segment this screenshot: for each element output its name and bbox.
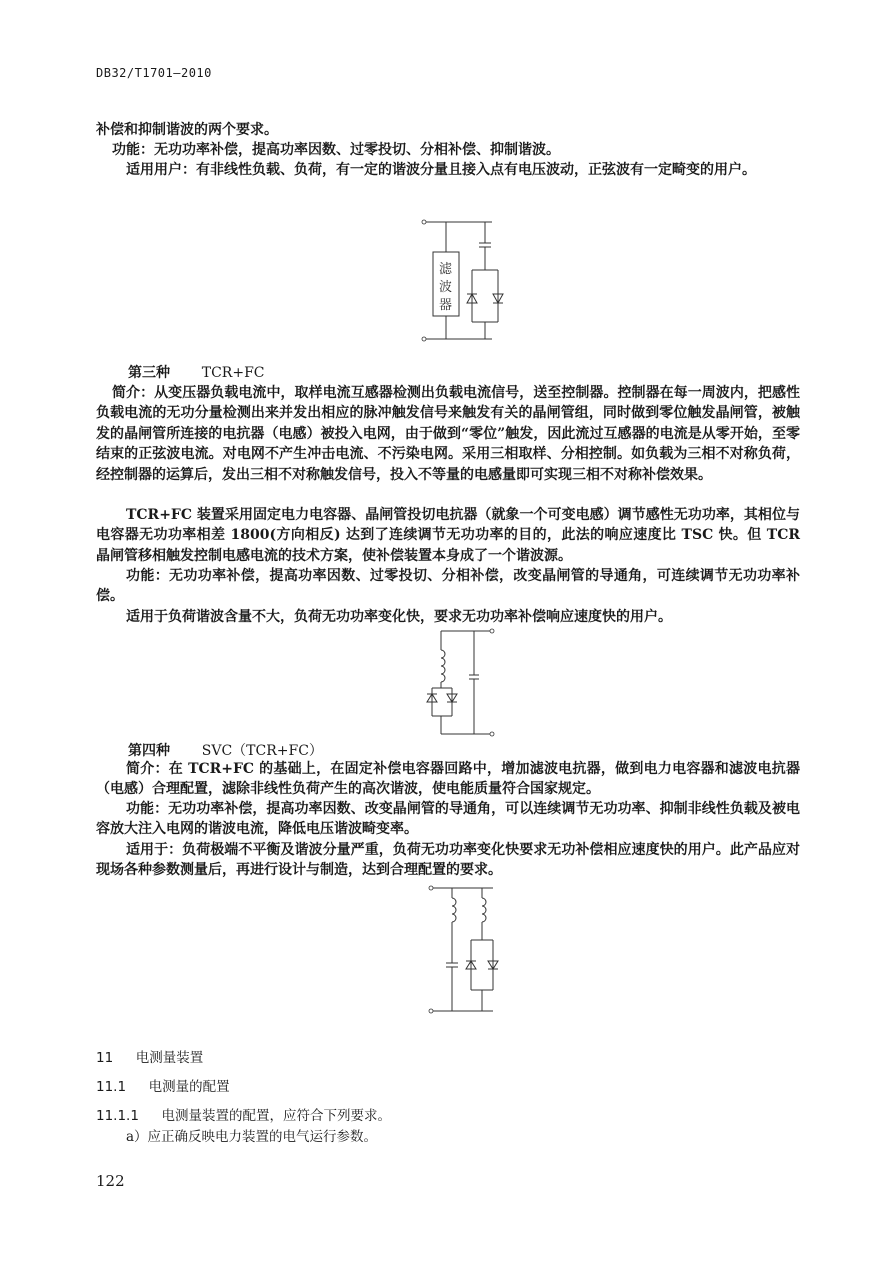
clause-11-1-heading [96,1075,230,1095]
section-3-number: 第三种 [128,365,170,381]
paragraph-continuation: 补偿和抑制谐波的两个要求。 [96,122,278,138]
section-3-users: 适用于负荷谐波含量不大，负荷无功功率变化快，要求无功功率补偿响应速度快的用户。 [126,609,672,625]
filter-label-char-2: 波 [439,280,453,295]
clause-11-1-1-number: 11.1.1 [96,1108,139,1124]
clause-11-1-title: 电测量的配置 [148,1079,230,1095]
section-4-name: SVC（TCR+FC） [201,743,323,759]
list-item-a: a）应正确反映电力装置的电气运行参数。 [126,1129,378,1145]
section-4-intro: 简介：在 TCR+FC 的基础上，在固定补偿电容器回路中，增加滤波电抗器，做到电力电容器和滤波电抗器（电感）合理配置，滤除非线性负荷产生的高次谐波，使电能质量符合国家规定。 [96,761,800,798]
document-code: DB32/T1701—2010 [96,66,212,80]
clause-11-title: 电测量装置 [135,1050,204,1066]
section-3-detail: TCR+FC 装置采用固定电力电容器、晶闸管投切电抗器（就象一个可变电感）调节感性无功功率，其相位与电容器无功功率相差 1800(方向相反) 达到了连续调节无功功率的目的，此法的响应速度比 TSC 快。但 TCR 晶闸管移相触发控制电感电流的技术方案，使补偿装置本身成了一个谐波源。 [96,507,800,564]
paragraph-function-2: 功能：无功功率补偿，提高功率因数、过零投切、分相补偿、抑制谐波。 [112,142,560,158]
clause-11-1-1-text: 电测量装置的配置，应符合下列要求。 [161,1108,392,1124]
section-3-function: 功能：无功功率补偿，提高功率因数、过零投切、分相补偿，改变晶闸管的导通角，可连续调节无功功率补偿。 [96,568,800,605]
paragraph-users-2: 适用用户：有非线性负载、负荷，有一定的谐波分量且接入点有电压波动，正弦波有一定畸变的用户。 [126,162,756,178]
section-3-name: TCR+FC [201,365,265,381]
clause-11-1-1 [96,1104,391,1124]
section-4-number: 第四种 [128,743,170,759]
section-4-users: 适用于：负荷极端不平衡及谐波分量严重，负荷无功功率变化快要求无功补偿相应速度快的用户。此产品应对现场各种参数测量后，再进行设计与制造，达到合理配置的要求。 [96,842,800,879]
section-3-intro: 简介：从变压器负载电流中，取样电流互感器检测出负载电流信号，送至控制器。控制器在每一周波内，把感性负载电流的无功分量检测出来并发出相应的脉冲触发信号来触发有关的晶闸管组，同时做到零位触发晶闸管，被触发的晶闸管所连接的电抗器（电感）被投入电网，由于做到“零位”触发，因此流过互感器的电流是从零开始，至零结束的正弦波电流。对电网不产生冲击电流、不污染电网。采用三相取样、分相控制。如负载为三相不对称负荷，经控制器的运算后，发出三相不对称触发信号，投入不等量的电感量即可实现三相不对称补偿效果。 [96,385,800,483]
filter-label-char-1: 滤 [439,262,453,277]
clause-11-number: 11 [96,1050,114,1066]
page-number: 122 [96,1172,125,1190]
filter-label-char-3: 器 [439,298,453,313]
section-4-function: 功能：无功功率补偿，提高功率因数、改变晶闸管的导通角，可以连续调节无功功率、抑制非线性负载及被电容放大注入电网的谐波电流，降低电压谐波畸变率。 [96,801,800,838]
clause-11-heading [96,1046,203,1066]
clause-11-1-number: 11.1 [96,1079,127,1095]
